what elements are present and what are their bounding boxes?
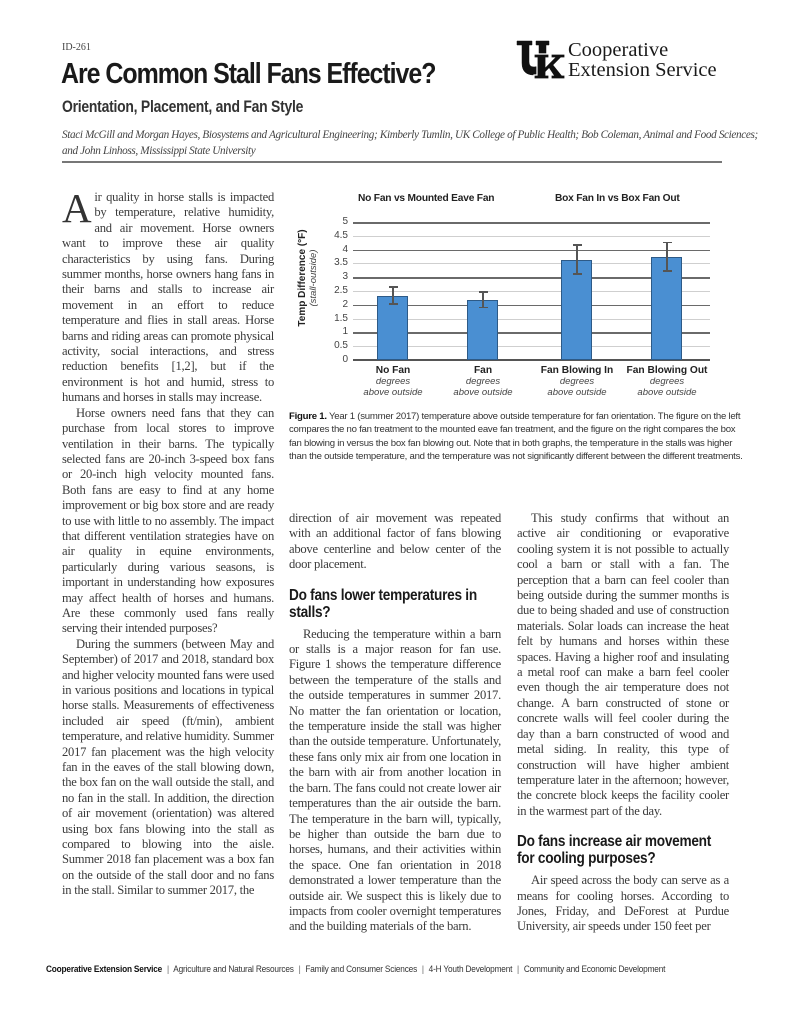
y-tick-label: 2 [342, 298, 348, 310]
error-bar-cap [389, 303, 398, 305]
gridline [353, 250, 710, 252]
footer-separator: | [421, 964, 424, 974]
section-heading-air-movement: Do fans increase air movement for cooling purposes? [517, 833, 711, 868]
error-bar-cap [573, 273, 582, 275]
gridline [353, 222, 710, 224]
category-unit: degrees [559, 376, 595, 387]
bar [377, 296, 408, 360]
x-category-label [617, 365, 717, 398]
bar [651, 257, 682, 360]
footer-unit: Agriculture and Natural Resources [173, 964, 294, 974]
logo-line-1: Cooperative [568, 39, 669, 61]
y-axis-label [297, 218, 319, 338]
category-unit: degrees [649, 376, 685, 387]
category-unit: degrees [465, 376, 501, 387]
bar [467, 300, 498, 360]
bar [561, 260, 592, 360]
y-tick-label: 1 [342, 326, 348, 338]
column-3 [517, 511, 729, 935]
uk-logo-icon [516, 40, 566, 80]
paragraph: Horse owners need fans that they can purchase from local stores to improve ventilation in their barns. The typically selected fans are 20-inch 3-speed box fans or 20-inch high velocity mounted fans. Both fans are easy to find at any home improvement or big box store and are ready to use with little to no assembly. The impact that different ventilation strategies have on air quality in equine environments, particularly during various seasons, is important in understanding how exposures may affect health of horses and humans. Are these commonly used fans really serving their intended purposes? [62, 405, 274, 636]
error-bar-cap [479, 307, 488, 309]
footer-brand: Cooperative Extension Service [46, 964, 163, 974]
paragraph: This study confirms that without an active air conditioning or evaporative cooling system it is not possible to actually cool a barn or stall with a fan. The perception that a barn can feel cooler than being outside during the summer months is due to being shaded and use of construction materials. Solar loads can increase the heat felt by humans and horses within these spaces. Having a higher roof and insulating a metal roof can make a barn feel cooler even though the air temperature does not change. A barn constructed of stone or concrete walls will feel cooler during the day than a barn constructed of wood and metal siding. In reality, this type of construction will have higher ambient temperature later in the afternoon; however, the concrete block keeps the facility cooler in the warmest part of the day. [517, 511, 729, 818]
figure-1-chart [290, 185, 740, 405]
column-1 [62, 185, 274, 899]
caption-text: Year 1 (summer 2017) temperature above outside temperature for fan orientation. The figure on the left compares the no fan treatment to the mounted eave fan treatment, and the figure on the right compares the box fan blowing in versus the box fan blowing out. Note that in both graphs, the temperature in the stalls was higher than the outside temperature, and the temperature was not significantly different between the different treatments. [289, 411, 743, 462]
x-category-label [343, 365, 443, 398]
category-unit: degrees [375, 376, 411, 387]
chart-title-right: Box Fan In vs Box Fan Out [555, 193, 680, 204]
category-name: No Fan [375, 365, 411, 376]
figure-caption [289, 410, 744, 463]
y-tick-label: 5 [342, 216, 348, 227]
category-name: Fan Blowing Out [626, 365, 708, 376]
footer-separator: | [298, 964, 301, 974]
header-divider [62, 161, 722, 163]
intro-text: ir quality in horse stalls is impacted by temperature, relative humidity, and air movement. Horse owners want to improve these air quality characteristics by using fans. During summer months, horse owners hang fans in their barns and stalls to increase air movement in an effort to reduce temperature and flies in stall areas. Horse barns and riding areas can promote physical activity, social interactions, and stress reduction benefits [1,2], but if the environment is hot and humid, stress to humans and horses in stalls may increase. [62, 190, 274, 405]
error-bar-cap [663, 242, 672, 244]
gridline [353, 236, 710, 237]
category-unit: above outside [453, 387, 513, 398]
x-category-label [433, 365, 533, 398]
caption-label: Figure 1. [289, 411, 327, 422]
error-bar-cap [663, 270, 672, 272]
column-2 [289, 511, 501, 935]
authors-line: Staci McGill and Morgan Hayes, Biosystems and Agricultural Engineering; Kimberly Tumlin, UK College of Public Health; Bob Coleman, Animal and Food Sciences; and John Linhoss, Mississippi State University [62, 129, 758, 157]
footer-separator: | [166, 964, 169, 974]
error-bar-cap [389, 286, 398, 288]
y-tick-label: 4 [342, 243, 348, 255]
y-tick-label: 3 [342, 271, 348, 283]
error-bar-cap [479, 291, 488, 293]
error-bar [392, 287, 394, 304]
paragraph: Reducing the temperature within a barn or stalls is a major reason for fan use. Figure 1 shows the temperature difference between the temperature of the stalls and the outside temperatures in summer 2017. No matter the fan orientation or location, the temperature inside the stall was higher than the outside temperature. Unfortunately, these fans only mix air from one location in the barn with air from another location in the barn. The fans could not create lower air temperatures than the air outside the barn. The temperature in the barn will, typically, be higher than outside the barn due to horses, humans, and their activities within the space. One fan orientation in 2018 demonstrated a lower temperature than the outside air. We suspect this is likely due to impacts from cooler overnight temperatures and the building materials of the barn. [289, 626, 501, 934]
error-bar [576, 245, 578, 274]
paragraph: direction of air movement was repeated with an additional factor of fans blowing above centerline and below center of the door placement. [289, 511, 501, 572]
y-tick-label: 0 [342, 354, 348, 365]
y-tick-label: 4.5 [334, 229, 348, 241]
intro-paragraph [62, 185, 274, 406]
footer-units [46, 964, 685, 974]
logo-line-2: Extension Service [568, 59, 717, 81]
category-name: Fan Blowing In [540, 365, 614, 376]
section-heading-temperatures: Do fans lower temperatures in stalls? [289, 586, 477, 621]
drop-cap: A [62, 185, 92, 231]
paragraph: During the summers (between May and September) of 2017 and 2018, standard box and higher velocity mounted fans were used in various positions and locations in typical horse stalls. Measurements of effectiveness included air speed (ft/min), ambient temperature, and relative humidity. Summer 2017 fan placement was the high velocity fan in the eaves of the stall blowing down, the box fan on the wall outside the stall, and no fan in the stall. In addition, the direction of air movement (orientation) was altered using box fans blowing into the stall as compared to blowing into the aisle. Summer 2018 fan placement was a box fan on the outside of the stall door and no fans in the stall. Similar to summer 2017, the [62, 636, 274, 898]
y-tick-label: 2.5 [334, 285, 348, 296]
footer-unit: 4-H Youth Development [428, 964, 513, 974]
y-axis-subtitle: (stall-outside) [308, 249, 319, 307]
error-bar-cap [573, 244, 582, 246]
category-unit: above outside [363, 387, 423, 398]
page-subtitle: Orientation, Placement, and Fan Style [62, 97, 304, 116]
category-unit: above outside [637, 387, 697, 398]
footer-separator: | [517, 964, 520, 974]
y-axis-title: Temp Difference (°F) [297, 229, 308, 327]
y-tick-label: 0.5 [334, 340, 348, 352]
y-tick-label: 3.5 [334, 257, 348, 269]
x-category-label [527, 365, 627, 398]
error-bar [482, 292, 484, 307]
page-title: Are Common Stall Fans Effective? [61, 58, 436, 90]
y-tick-label: 1.5 [334, 312, 348, 324]
error-bar [666, 242, 668, 271]
extension-logo [516, 40, 717, 80]
doc-id: ID-261 [62, 42, 91, 53]
footer-unit: Community and Economic Development [523, 964, 666, 974]
chart-title-left: No Fan vs Mounted Eave Fan [358, 193, 495, 204]
paragraph: Air speed across the body can serve as a means for cooling horses. According to Jones, Friday, and DeForest at Purdue University, air speeds under 150 feet per [517, 873, 729, 934]
footer-unit: Family and Consumer Sciences [305, 964, 418, 974]
category-unit: above outside [547, 387, 607, 398]
category-name: Fan [473, 365, 493, 376]
logo-text [568, 40, 717, 80]
